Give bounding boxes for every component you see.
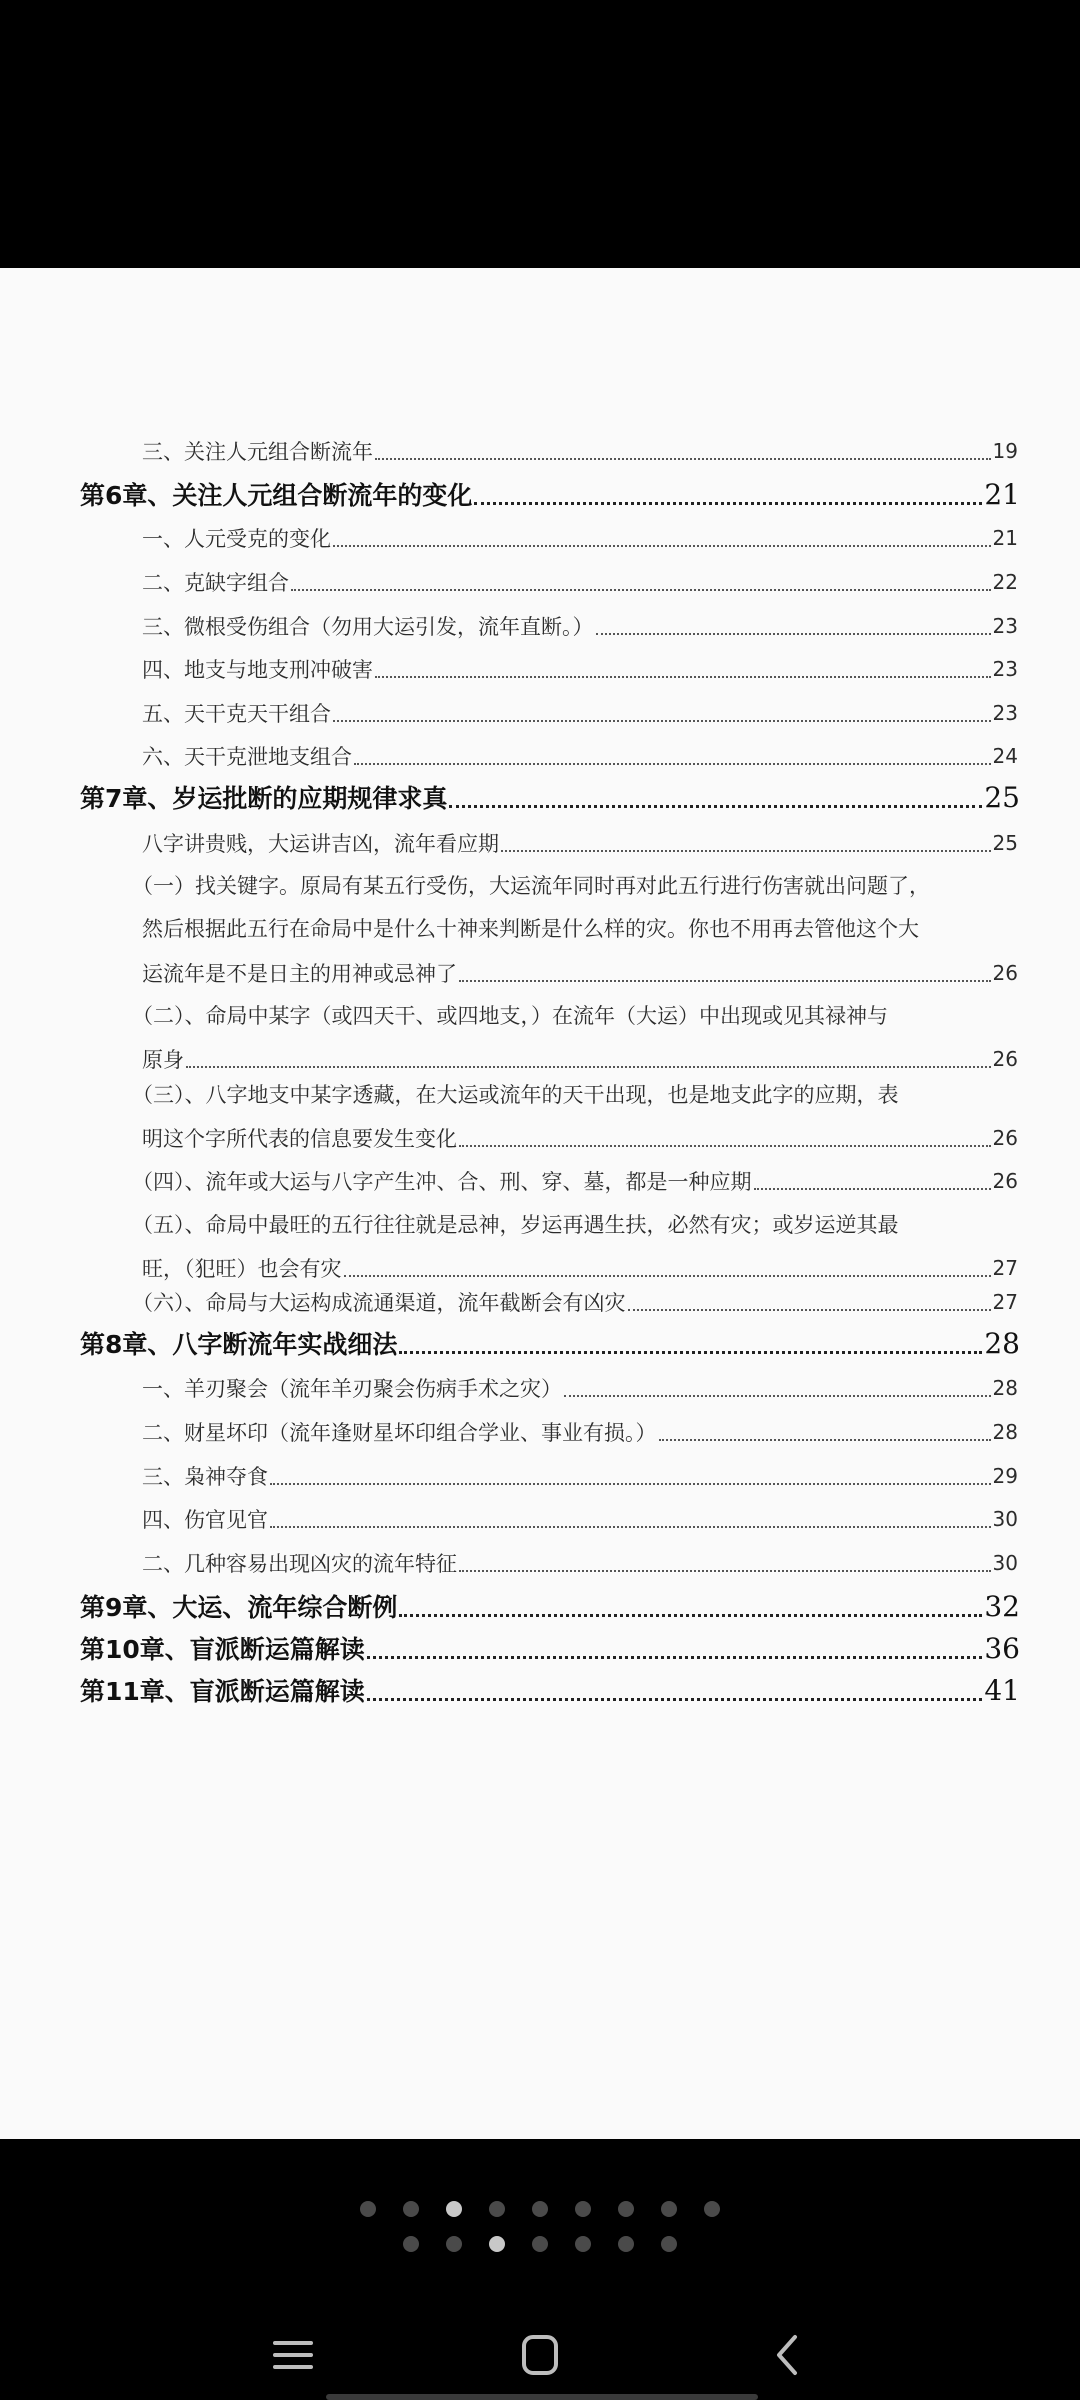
dot-leader (564, 1395, 991, 1397)
toc-entry-title: 八字讲贵贱，大运讲吉凶，流年看应期 (142, 832, 499, 856)
home-button[interactable] (505, 2320, 575, 2390)
toc-page-number: 23 (992, 614, 1018, 638)
toc-entry-text-line: （一）找关键字。原局有某五行受伤，大运流年同时再对此五行进行伤害就出问题了， (132, 874, 930, 898)
toc-entry-title: 旺，（犯旺）也会有灾 (142, 1257, 342, 1281)
page-dot[interactable] (403, 2236, 419, 2252)
toc-entry-text-line: 然后根据此五行在命局中是什么十神来判断是什么样的灾。你也不用再去管他这个大 (142, 917, 919, 941)
page-dot[interactable] (532, 2236, 548, 2252)
back-button[interactable] (752, 2320, 822, 2390)
page-dot[interactable] (661, 2201, 677, 2217)
toc-entry-title: 三、微根受伤组合（勿用大运引发，流年直断。） (142, 615, 594, 639)
dot-leader (659, 1439, 991, 1441)
toc-entry-title: 六、天干克泄地支组合 (142, 745, 352, 769)
dot-leader (270, 1483, 991, 1485)
dot-leader (628, 1309, 991, 1311)
system-nav-bar (0, 2300, 1080, 2400)
page-dot-active[interactable] (489, 2236, 505, 2252)
toc-chapter[interactable] (0, 1628, 1080, 1668)
toc-entry[interactable] (0, 431, 1080, 471)
toc-entry-title: 二、财星坏印（流年逢财星坏印组合学业、事业有损。） (142, 1421, 657, 1445)
toc-entry-title: 二、几种容易出现凶灾的流年特征 (142, 1552, 457, 1576)
toc-entry[interactable] (0, 1161, 1080, 1201)
dot-leader (270, 1526, 991, 1528)
toc-entry[interactable] (0, 649, 1080, 689)
toc-chapter[interactable] (0, 777, 1080, 817)
toc-entry[interactable] (0, 736, 1080, 776)
dot-leader (367, 1698, 983, 1701)
toc-entry-text-line: （五）、命局中最旺的五行往往就是忌神，岁运再遇生扶，必然有灾；或岁运逆其最 (132, 1213, 899, 1237)
dot-leader (459, 1570, 991, 1572)
toc-entry[interactable] (0, 518, 1080, 558)
toc-page-number: 28 (984, 1326, 1020, 1360)
page-dot[interactable] (446, 2236, 462, 2252)
toc-page-number: 22 (992, 570, 1018, 594)
toc-page-number: 26 (992, 1169, 1018, 1193)
toc-page-number: 26 (992, 1126, 1018, 1150)
toc-chapter[interactable] (0, 1323, 1080, 1363)
toc-chapter-title: 第6章、关注人元组合断流年的变化 (80, 481, 473, 510)
toc-entry-title: 三、枭神夺食 (142, 1465, 268, 1489)
home-icon (520, 2335, 560, 2375)
toc-chapter-title: 第10章、盲派断运篇解读 (80, 1635, 365, 1664)
toc-page-number: 27 (992, 1256, 1018, 1280)
toc-page-number: 24 (992, 744, 1018, 768)
toc-entry[interactable] (0, 1118, 1080, 1158)
dot-leader (354, 763, 991, 765)
toc-page-number: 28 (992, 1376, 1018, 1400)
dot-leader (399, 1351, 982, 1354)
toc-entry-title: 一、羊刃聚会（流年羊刃聚会伤病手术之灾） (142, 1377, 562, 1401)
toc-entry[interactable] (0, 953, 1080, 993)
dot-leader (459, 1145, 991, 1147)
page-dot[interactable] (532, 2201, 548, 2217)
toc-entry[interactable] (0, 1456, 1080, 1496)
dot-leader (333, 545, 991, 547)
toc-page-number: 23 (992, 701, 1018, 725)
toc-entry[interactable] (0, 1412, 1080, 1452)
toc-entry-title: 二、克缺字组合 (142, 571, 289, 595)
recents-button[interactable] (258, 2320, 328, 2390)
toc-entry[interactable] (0, 823, 1080, 863)
page-dot[interactable] (661, 2236, 677, 2252)
dot-leader (333, 720, 991, 722)
dot-leader (344, 1275, 991, 1277)
recents-icon (273, 2335, 313, 2375)
page-indicator (0, 2190, 1080, 2270)
dot-leader (367, 1656, 983, 1659)
page-dot[interactable] (489, 2201, 505, 2217)
toc-page-number: 29 (992, 1464, 1018, 1488)
toc-entry[interactable] (0, 1368, 1080, 1408)
toc-page-number: 27 (992, 1290, 1018, 1314)
toc-page-number: 26 (992, 1047, 1018, 1071)
toc-entry-text-line: （三）、八字地支中某字透藏，在大运或流年的天干出现，也是地支此字的应期，表 (132, 1083, 899, 1107)
toc-entry-title: 四、伤官见官 (142, 1508, 268, 1532)
toc-page-number: 30 (992, 1507, 1018, 1531)
dot-leader (291, 589, 991, 591)
toc-entry[interactable] (0, 1282, 1080, 1322)
toc-entry[interactable] (0, 693, 1080, 733)
dot-leader (459, 980, 991, 982)
toc-chapter-title: 第7章、岁运批断的应期规律求真 (80, 784, 448, 813)
toc-entry-title: 原身 (142, 1048, 184, 1072)
page-dot[interactable] (618, 2236, 634, 2252)
dot-leader (474, 502, 982, 505)
toc-entry-title: 明这个字所代表的信息要发生变化 (142, 1127, 457, 1151)
gesture-handle[interactable] (326, 2394, 758, 2400)
toc-page-number: 36 (984, 1631, 1020, 1665)
back-icon (767, 2333, 807, 2377)
toc-entry-title: 五、天干克天干组合 (142, 702, 331, 726)
toc-chapter-title: 第8章、八字断流年实战细法 (80, 1330, 398, 1359)
toc-chapter[interactable] (0, 474, 1080, 514)
toc-entry-title: （六）、命局与大运构成流通渠道，流年截断会有凶灾 (132, 1291, 626, 1315)
toc-chapter[interactable] (0, 1670, 1080, 1710)
toc-page-number: 32 (984, 1589, 1020, 1623)
toc-entry-title: 三、关注人元组合断流年 (142, 440, 373, 464)
toc-chapter-title: 第9章、大运、流年综合断例 (80, 1593, 398, 1622)
toc-entry[interactable] (0, 1039, 1080, 1079)
toc-page-number: 23 (992, 657, 1018, 681)
toc-page-number: 21 (992, 526, 1018, 550)
dot-leader (501, 850, 991, 852)
toc-entry[interactable] (0, 562, 1080, 602)
toc-chapter[interactable] (0, 1586, 1080, 1626)
toc-entry[interactable] (0, 1499, 1080, 1539)
toc-page-number: 30 (992, 1551, 1018, 1575)
toc-entry-text-line: （二）、命局中某字（或四天干、或四地支，）在流年（大运）中出现或见其禄神与 (132, 1004, 888, 1028)
toc-entry-title: 四、地支与地支刑冲破害 (142, 658, 373, 682)
page-dot[interactable] (704, 2201, 720, 2217)
document-page[interactable] (0, 268, 1080, 2139)
toc-page-number: 25 (984, 780, 1020, 814)
toc-entry-title: 运流年是不是日主的用神或忌神了 (142, 962, 457, 986)
dot-leader (754, 1188, 991, 1190)
toc-page-number: 21 (984, 477, 1020, 511)
toc-chapter-title: 第11章、盲派断运篇解读 (80, 1677, 365, 1706)
toc-page-number: 28 (992, 1420, 1018, 1444)
dot-leader (399, 1614, 982, 1617)
dot-leader (186, 1066, 991, 1068)
toc-entry-title: 一、人元受克的变化 (142, 527, 331, 551)
toc-entry[interactable] (0, 606, 1080, 646)
page-dot[interactable] (403, 2201, 419, 2217)
page-dot[interactable] (360, 2201, 376, 2217)
toc-page-number: 41 (984, 1673, 1020, 1707)
toc-page-number: 26 (992, 961, 1018, 985)
page-dot[interactable] (575, 2201, 591, 2217)
dot-leader (375, 458, 991, 460)
toc-entry[interactable] (0, 1543, 1080, 1583)
dot-leader (596, 633, 991, 635)
page-dot[interactable] (618, 2201, 634, 2217)
toc-page-number: 19 (992, 439, 1018, 463)
page-dot[interactable] (575, 2236, 591, 2252)
toc-entry-title: （四）、流年或大运与八字产生冲、合、刑、穿、墓，都是一种应期 (132, 1170, 752, 1194)
dot-leader (449, 805, 982, 808)
page-dot-active[interactable] (446, 2201, 462, 2217)
dot-leader (375, 676, 991, 678)
toc-page-number: 25 (992, 831, 1018, 855)
